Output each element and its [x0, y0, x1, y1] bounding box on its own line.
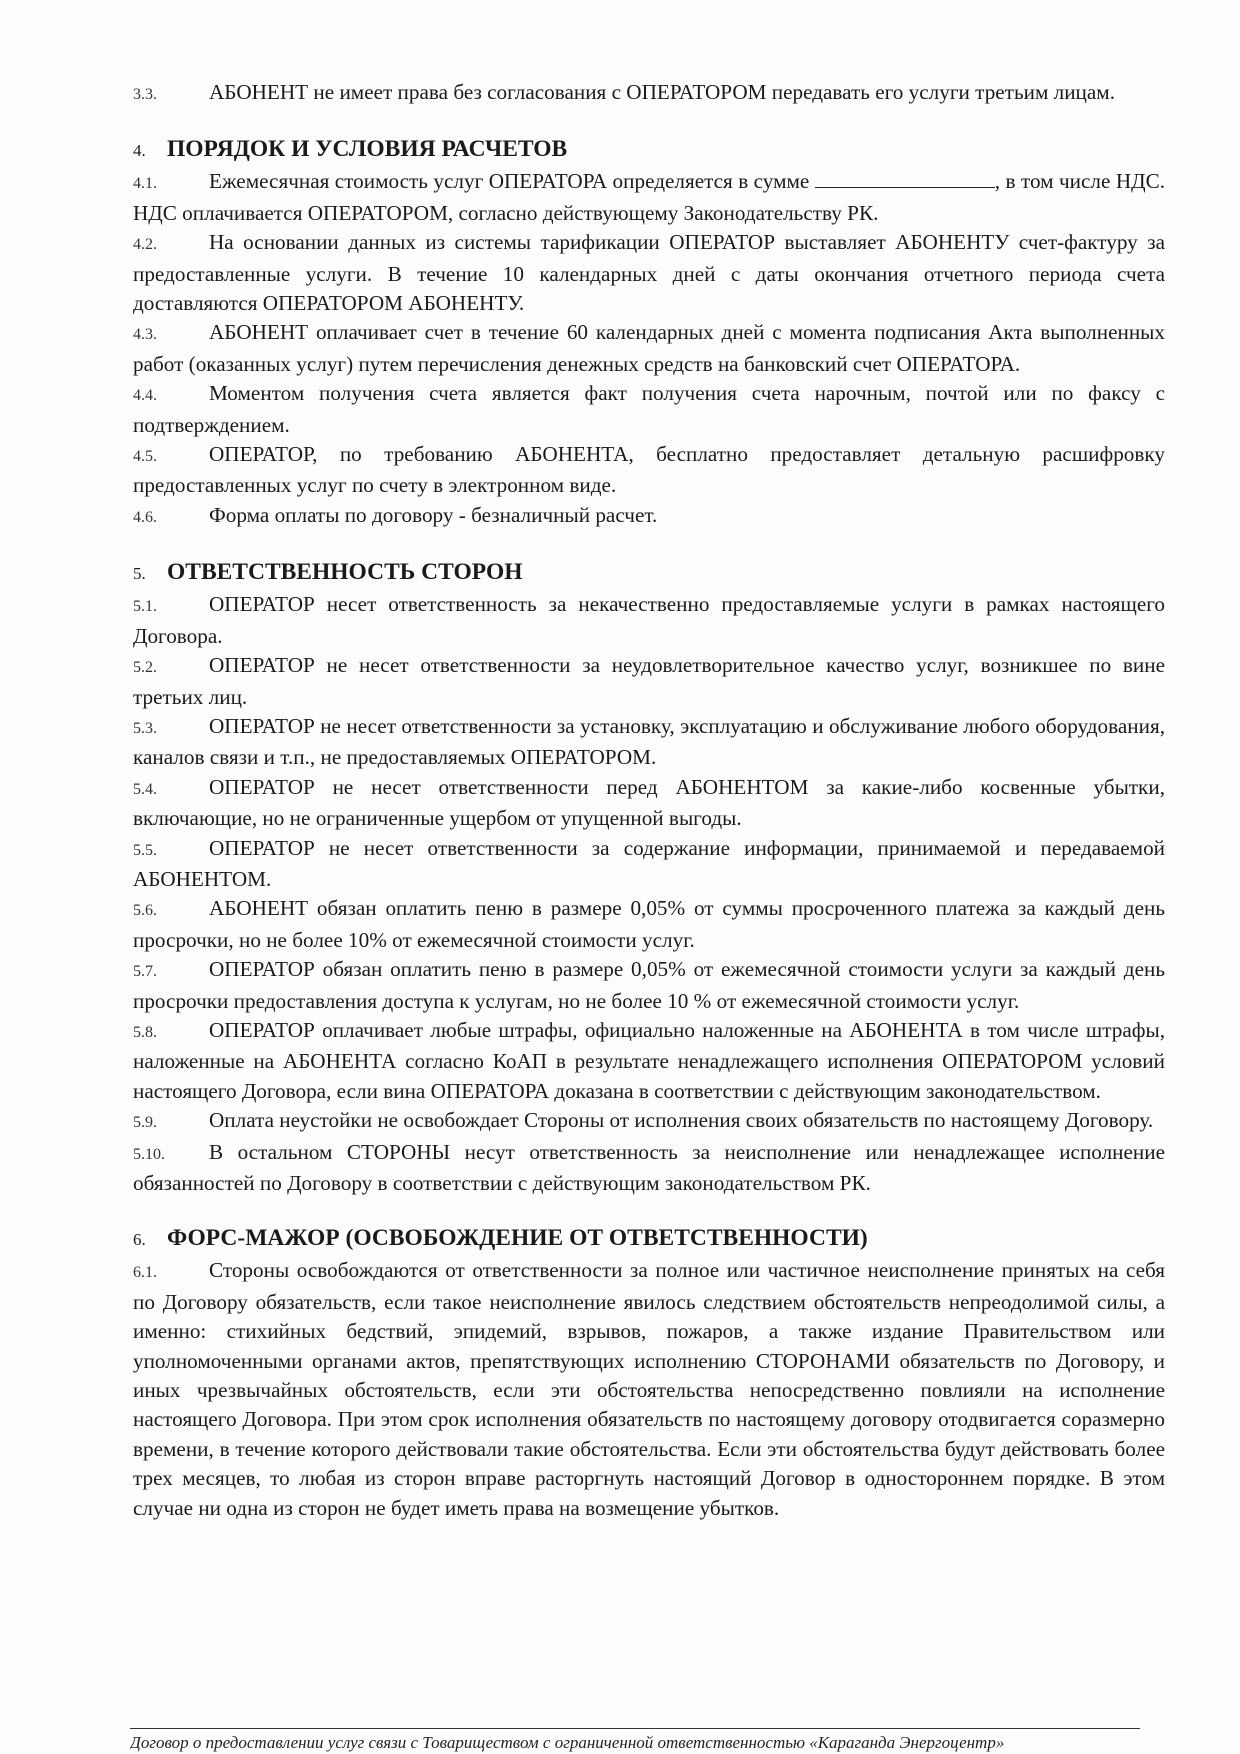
clause-5-3 — [133, 712, 1165, 773]
clause-4-1 — [133, 167, 1165, 228]
clause-text: Стороны освобождаются от ответственности за полное или частичное неисполнение принятых на себя по Договору обязательств, если такое неисполнение явилось следствием обстоятельств непреодолимой силы, а именно: стихийных бедствий, эпидемий, взрывов, пожаров, а также издание Правительством или уполномоченными органами актов, препятствующих исполнению СТОРОНАМИ обязательств по Договору, и иных чрезвычайных обстоятельств, если эти обстоятельства непосредственно повлияли на исполнение настоящего Договора. При этом срок исполнения обязательств по настоящему договору отодвигается соразмерно времени, в течение которого действовали такие обстоятельства. Если эти обстоятельства будут действовать более трех месяцев, то любая из сторон вправе расторгнуть настоящий Договор в одностороннем порядке. В этом случае ни одна из сторон не будет иметь права на возмещение убытков. — [133, 1258, 1165, 1520]
clause-number: 3.3. — [133, 86, 157, 103]
section-title: ПОРЯДОК И УСЛОВИЯ РАСЧЕТОВ — [167, 136, 568, 163]
clause-4-2 — [133, 228, 1165, 318]
clause-number: 5.5. — [133, 841, 157, 859]
clause-text: Форма оплаты по договору - безналичный расчет. — [209, 502, 658, 527]
clause-5-4 — [133, 773, 1165, 834]
clause-5-7 — [133, 955, 1165, 1016]
clause-5-5 — [133, 834, 1165, 895]
clause-number: 5.8. — [133, 1023, 157, 1041]
clause-number: 6.1. — [133, 1264, 157, 1282]
clause-text: АБОНЕНТ не имеет права без согласования с ОПЕРАТОРОМ передавать его услуги третьим лицам. — [209, 80, 1116, 104]
section-number: 5. — [133, 564, 146, 584]
clause-4-6 — [133, 501, 1165, 532]
clause-text: Оплата неустойки не освобождает Стороны от исполнения своих обязательств по настоящему Договору. — [209, 1108, 1154, 1133]
clause-3-3 — [133, 78, 1165, 109]
clause-number: 5.2. — [133, 659, 157, 677]
clause-text: На основании данных из системы тарификации ОПЕРАТОР выставляет АБОНЕНТУ счет-фактуру за предоставленные услуги. В течение 10 календарных дней с даты окончания отчетного периода счета доставляются ОПЕРАТОРОМ АБОНЕНТУ. — [133, 230, 1165, 316]
clause-4-4 — [133, 379, 1165, 440]
clause-number: 4.6. — [133, 508, 157, 526]
clause-5-2 — [133, 651, 1165, 712]
clause-5-1 — [133, 590, 1165, 651]
section-title: ОТВЕТСТВЕННОСТЬ СТОРОН — [167, 559, 523, 586]
clause-5-6 — [133, 894, 1165, 955]
footer-divider — [130, 1728, 1140, 1729]
clause-text: ОПЕРАТОР не несет ответственности за установку, эксплуатацию и обслуживание любого оборудования, каналов связи и т.п., не предоставляемых ОПЕРАТОРОМ. — [133, 713, 1165, 770]
amount-blank-line — [815, 169, 995, 188]
clause-number: 4.1. — [133, 175, 157, 193]
clause-text: В остальном СТОРОНЫ несут ответственность за неисполнение или ненадлежащее исполнение обязанностей по Договору в соответствии с действующим законодательством РК. — [133, 1139, 1165, 1195]
clause-text: Ежемесячная стоимость услуг ОПЕРАТОРА определяется в сумме — [209, 169, 810, 194]
clause-number: 5.3. — [133, 719, 157, 737]
clause-text: АБОНЕНТ обязан оплатить пеню в размере 0,05% от суммы просроченного платежа за каждый день просрочки, но не более 10% от ежемесячной стоимости услуг. — [133, 896, 1165, 952]
clause-number: 4.5. — [133, 448, 157, 466]
clause-6-1 — [133, 1256, 1165, 1523]
clause-number: 5.4. — [133, 780, 157, 798]
clause-5-10 — [133, 1138, 1165, 1199]
clause-text: ОПЕРАТОР обязан оплатить пеню в размере 0,05% от ежемесячной стоимости услуги за каждый день просрочки предоставления доступа к услугам, но не более 10 % от ежемесячной стоимости услуг. — [133, 957, 1165, 1013]
section-5-heading — [133, 557, 1165, 589]
clause-number: 5.1. — [133, 598, 157, 616]
clause-4-5 — [133, 440, 1165, 501]
clause-number: 4.4. — [133, 387, 157, 405]
clause-text: Моментом получения счета является факт получения счета нарочным, почтой или по факсу с подтверждением. — [133, 381, 1165, 437]
clause-text: ОПЕРАТОР оплачивает любые штрафы, официально наложенные на АБОНЕНТА в том числе штрафы, наложенные на АБОНЕНТА согласно КоАП в результате ненадлежащего исполнения ОПЕРАТОРОМ условий настоящего Договора, если вина ОПЕРАТОРА доказана в соответствии с действующим законодательством. — [133, 1017, 1165, 1103]
clause-text: ОПЕРАТОР не несет ответственности за содержание информации, принимаемой и передаваемой АБОНЕНТОМ. — [133, 835, 1165, 891]
clause-number: 4.3. — [133, 326, 157, 344]
clause-number: 5.9. — [133, 1114, 157, 1132]
clause-text: ОПЕРАТОР, по требованию АБОНЕНТА, бесплатно предоставляет детальную расшифровку предоставленных услуг по счету в электронном виде. — [133, 442, 1165, 498]
clause-text: АБОНЕНТ оплачивает счет в течение 60 календарных дней с момента подписания Акта выполненных работ (оказанных услуг) путем перечисления денежных средств на банковский счет ОПЕРАТОРА. — [133, 320, 1165, 376]
clause-5-9 — [133, 1106, 1165, 1137]
section-number: 4. — [133, 141, 146, 161]
clause-number: 5.10. — [133, 1145, 165, 1163]
clause-text: ОПЕРАТОР несет ответственность за некачественно предоставляемые услуги в рамках настоящего Договора. — [133, 592, 1165, 648]
clause-text: ОПЕРАТОР не несет ответственности перед АБОНЕНТОМ за какие-либо косвенные убытки, включающие, но не ограниченные ущербом от упущенной выгоды. — [133, 774, 1165, 831]
clause-text: ОПЕРАТОР не несет ответственности за неудовлетворительное качество услуг, возникшее по вине третьих лиц. — [133, 653, 1165, 709]
section-number: 6. — [133, 1230, 146, 1250]
clause-text-continued: , в том числе НДС. НДС оплачивается ОПЕРАТОРОМ, согласно действующему Законодательству РК. — [133, 169, 1166, 225]
section-4-heading — [133, 134, 1165, 166]
section-6-heading — [133, 1223, 1165, 1255]
clause-4-3 — [133, 318, 1165, 379]
clause-number: 5.7. — [133, 963, 157, 981]
section-title: ФОРС-МАЖОР (ОСВОБОЖДЕНИЕ ОТ ОТВЕТСТВЕННОСТИ) — [167, 1225, 868, 1252]
clause-5-8 — [133, 1016, 1165, 1106]
page-footer: Договор о предоставлении услуг связи с Товариществом с ограниченной ответственностью «Караганда Энергоцентр» — [130, 1733, 1005, 1752]
clause-number: 5.6. — [133, 902, 157, 920]
clause-number: 4.2. — [133, 236, 157, 254]
document-body — [133, 78, 1165, 1523]
